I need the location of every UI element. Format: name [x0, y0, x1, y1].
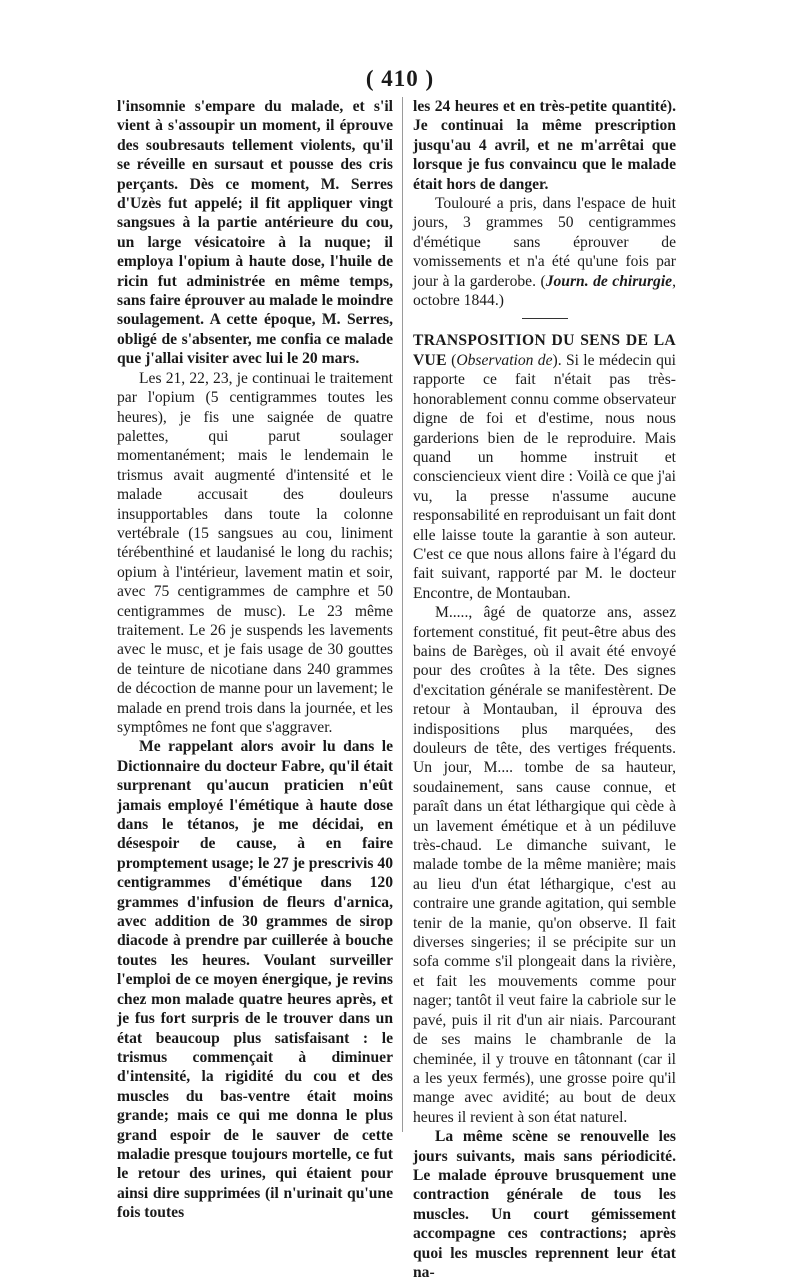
paragraph-text: Toulouré a pris, dans l'espace de huit jours, 3 grammes 50 centigrammes d'émétique sans éprouver de vomissements et n'a été qu'une fois par jour à la garderobe. (: [413, 195, 676, 290]
journal-citation: Journ. de chirurgie: [545, 272, 673, 290]
section-heading: TRANSPOSITION DU SENS DE LA VUE: [413, 332, 676, 369]
paragraph: La même scène se renouvelle les jours suivants, mais sans périodicité. Le malade éprouve brusquement une contraction générale de tous les muscles. Un court gémissement accompagne ces contractions; après quoi les muscles reprennent leur état na-: [413, 1128, 676, 1281]
left-column: [117, 97, 393, 1223]
paragraph: l'insomnie s'empare du malade, et s'il vient à s'assoupir un moment, il éprouve des soubresauts tellement violents, qu'il se réveille en sursaut et pousse des cris perçants. Dès ce moment, M. Serres d'Uzès fut appelé; il fit appliquer vingt sangsues à la partie antérieure du cou, un large vésicatoire à la nuque; il employa l'opium à haute dose, l'huile de ricin fut administrée en même temps, sans faire éprouver au malade le moindre soulagement. A cette époque, M. Serres, obligé de s'absenter, me confia ce malade que j'allai visiter avec lui le 20 mars.: [117, 98, 393, 368]
column-divider: [402, 97, 403, 1132]
paragraph: [413, 194, 676, 310]
page-number: ( 410 ): [365, 66, 435, 91]
paragraph: [413, 331, 676, 603]
right-column: [413, 97, 676, 1282]
heading-paren: (: [446, 351, 457, 369]
paragraph: Me rappelant alors avoir lu dans le Dictionnaire du docteur Fabre, qu'il était surprenant qu'aucun praticien n'eût jamais employé l'émétique à haute dose dans le tétanos, je me décidai, en désespoir de cause, à en faire promptement usage; le 27 je prescrivis 40 centigrammes d'émétique dans 120 grammes d'infusion de fleurs d'arnica, avec addition de 30 grammes de sirop diacode à prendre par cuillerée à bouche toutes les heures. Voulant surveiller l'emploi de ce moyen énergique, je revins chez mon malade quatre heures après, et je fus fort surpris de le trouver dans un état beaucoup plus satisfaisant : le trismus commençait à diminuer d'intensité, la rigidité du cou et des muscles du bas-ventre était moins grande; mais ce qui me donna le plus grand espoir de le sauver de cette maladie presque toujours mortelle, ce fut le retour des urines, qui étaient pour ainsi dire supprimées (il n'urinait qu'une fois toutes: [117, 738, 393, 1222]
heading-italic: Observation de: [456, 351, 553, 369]
paragraph: M....., âgé de quatorze ans, assez fortement constitué, fit peut-être abus des bains de Barèges, où il avait été envoyé pour des croûtes à la tête. Des signes d'excitation générale se manifestèrent. De retour à Montauban, il éprouva des indispositions plus marquées, des douleurs de tête, des vertiges fréquents. Un jour, M.... tombe de sa hauteur, soudainement, sans cause connue, et paraît dans un état léthargique qui cède à un lavement émétique et à un pédiluve très-chaud. Le dimanche suivant, le malade tombe de la même manière; mais au lieu d'un état léthargique, c'est au contraire une grande agitation, qui semble tenir de la manie, qu'on observe. Il fait diverses singeries; il se précipite sur un sofa comme s'il plongeait dans la rivière, et fait les mouvements comme pour nager; tantôt il veut faire la cabriole sur le pavé, puis il rit d'un air niais. Parcourant de ses mains le chambranle de la cheminée, il y trouve en tâtonnant (car il a les yeux fermés), une grosse poire qu'il mange avec avidité; au bout de deux heures il revient à son état naturel.: [413, 604, 676, 1126]
paragraph-text: ). Si le médecin qui rapporte ce fait n'était pas très-honorablement connu comme observateur digne de foi et d'estime, nous nous garderions bien de le reproduire. Mais quand un homme instruit et consciencieux vient dire : Voilà ce que j'ai vu, la presse n'assume aucune responsabilité en reproduisant un fait dont elle laisse toute la garantie à son auteur. C'est ce que nous allons faire à l'égard du fait suivant, rapporté par M. le docteur Encontre, de Montauban.: [413, 351, 676, 602]
section-rule: [522, 318, 568, 319]
citation-date: , octobre 1844.): [413, 272, 676, 310]
paragraph: Les 21, 22, 23, je continuai le traitement par l'opium (5 centigrammes toutes les heures), je fis une saignée de quatre palettes, qui parut soulager momentanément; mais le lendemain le trismus avait augmenté d'intensité et le malade accusait des douleurs insupportables dans toute la colonne vertébrale (15 sangsues au cou, liniment térébenthiné et laudanisé le long du rachis; opium à l'intérieur, lavement matin et soir, avec 75 centigrammes de camphre et 50 centigrammes de musc). Le 23 même traitement. Le 26 je suspends les lavements avec le musc, et je fais usage de 30 gouttes de teinture de nicotiane dans 240 grammes de décoction de manne pour un lavement; le malade en prend trois dans la journée, et les symptômes ne font que s'aggraver.: [117, 369, 393, 736]
paragraph: les 24 heures et en très-petite quantité). Je continuai la même prescription jusqu'au 4 avril, et ne m'arrêtai que lorsque je fus convaincu que le malade était hors de danger.: [413, 98, 676, 193]
